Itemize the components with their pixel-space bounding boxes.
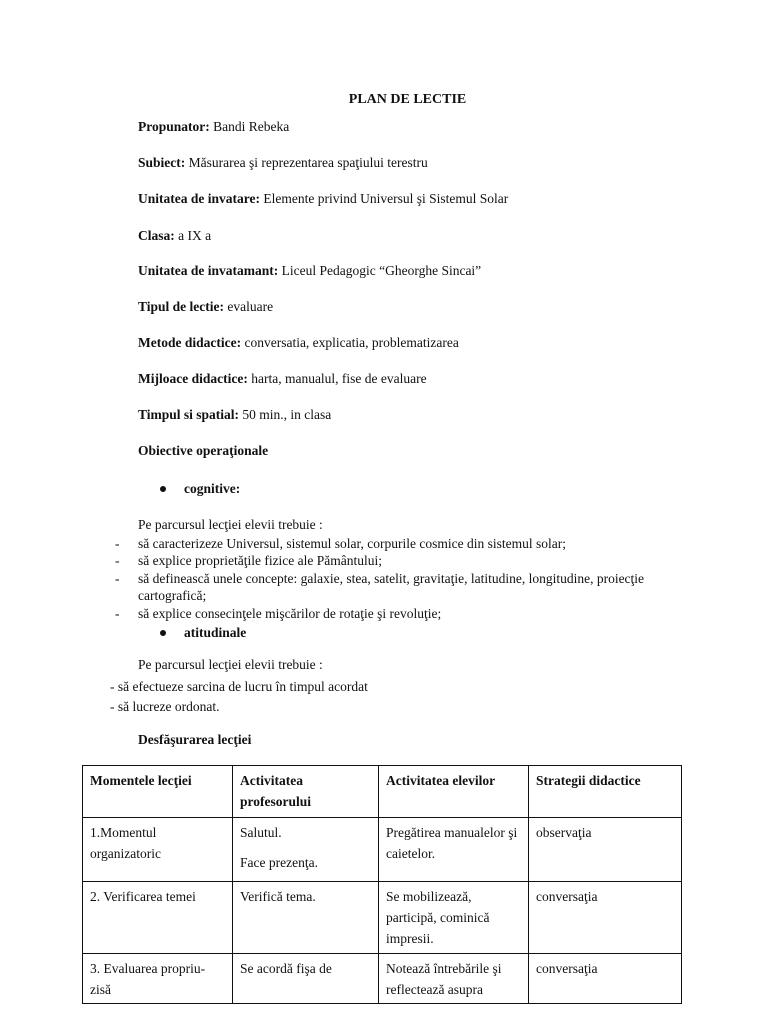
cognitive-bullet — [160, 481, 240, 497]
cell-strategy: conversaţia — [529, 882, 682, 954]
field-tipul-de-lectie — [138, 299, 273, 315]
field-value: a IX a — [174, 228, 212, 243]
cognitive-item — [115, 570, 655, 604]
bullet-dot-icon — [160, 486, 166, 492]
field-value: harta, manualul, fise de evaluare — [247, 371, 427, 386]
field-label: Unitatea de invatare: — [138, 191, 260, 206]
objectives-heading: Obiective operaţionale — [138, 443, 269, 458]
field-propunator — [138, 119, 289, 135]
attitudinal-item: - să efectueze sarcina de lucru în timpul acordat — [110, 679, 368, 694]
field-metode-didactice — [138, 335, 459, 351]
cell-students: Notează întrebările şi reflectează asupra — [379, 954, 529, 1004]
attitudinal-label: atitudinale — [184, 625, 247, 640]
field-value: 50 min., in clasa — [239, 407, 332, 422]
column-header: Activitatea profesorului — [233, 766, 379, 818]
cognitive-item-text: să explice proprietăţile fizice ale Pământului; — [138, 553, 383, 568]
field-value: Elemente privind Universul şi Sistemul Solar — [259, 191, 509, 206]
dash-marker: - — [115, 606, 120, 621]
field-timpul-si-spatial — [138, 407, 331, 423]
cognitive-item-text: să caracterizeze Universul, sistemul solar, corpurile cosmice din sistemul solar; — [138, 536, 566, 551]
column-header: Momentele lecţiei — [83, 766, 233, 818]
dash-marker: - — [115, 571, 120, 586]
cell-teacher — [233, 882, 379, 954]
cell-strategy: observaţia — [529, 818, 682, 882]
cognitive-item-text: să explice consecinţele mişcărilor de rotaţie şi revoluţie; — [138, 606, 442, 621]
cell-teacher-line: Verifică tema. — [240, 889, 316, 904]
bullet-dot-icon — [160, 630, 166, 636]
cell-teacher — [233, 954, 379, 1004]
table-row — [83, 882, 682, 954]
field-value: Bandi Rebeka — [209, 119, 290, 134]
cell-moment: 2. Verificarea temei — [83, 882, 233, 954]
cognitive-label: cognitive: — [184, 481, 241, 496]
document-title: PLAN DE LECTIE — [348, 92, 467, 107]
cell-teacher — [233, 818, 379, 882]
cell-students: Se mobilizează, participă, cominică impresii. — [379, 882, 529, 954]
cell-teacher-line: Salutul. — [240, 825, 282, 840]
field-unitatea-de-invatare — [138, 191, 508, 207]
field-unitatea-de-invatamant — [138, 263, 481, 279]
lesson-table — [82, 765, 682, 1004]
field-label: Mijloace didactice: — [138, 371, 248, 386]
lesson-heading: Desfăşurarea lecţiei — [138, 732, 252, 747]
cognitive-item — [115, 605, 655, 622]
field-label: Metode didactice: — [138, 335, 242, 350]
cell-moment: 3. Evaluarea propriu-zisă — [83, 954, 233, 1004]
cognitive-item — [115, 535, 655, 552]
field-label: Subiect: — [138, 155, 186, 170]
field-mijloace-didactice — [138, 371, 427, 387]
cell-students: Pregătirea manualelor şi caietelor. — [379, 818, 529, 882]
field-label: Propunator: — [138, 119, 210, 134]
field-value: Măsurarea şi reprezentarea spaţiului terestru — [185, 155, 428, 170]
field-label: Unitatea de invatamant: — [138, 263, 279, 278]
field-clasa — [138, 228, 211, 244]
field-subiect — [138, 155, 428, 171]
attitudinal-bullet — [160, 625, 246, 641]
dash-marker: - — [115, 536, 120, 551]
cell-strategy: conversaţia — [529, 954, 682, 1004]
attitudinal-intro: Pe parcursul lecţiei elevii trebuie : — [138, 657, 323, 672]
table-row — [83, 818, 682, 882]
cognitive-intro: Pe parcursul lecţiei elevii trebuie : — [138, 517, 323, 532]
column-header: Activitatea elevilor — [379, 766, 529, 818]
field-label: Tipul de lectie: — [138, 299, 224, 314]
table-row — [83, 954, 682, 1004]
table-header-row — [83, 766, 682, 818]
cell-moment: 1.Momentul organizatoric — [83, 818, 233, 882]
field-label: Clasa: — [138, 228, 175, 243]
column-header: Strategii didactice — [529, 766, 682, 818]
cognitive-item — [115, 552, 655, 569]
attitudinal-item: - să lucreze ordonat. — [110, 699, 220, 714]
dash-marker: - — [115, 553, 120, 568]
field-label: Timpul si spatial: — [138, 407, 240, 422]
cell-teacher-line: Face prezenţa. — [240, 855, 318, 870]
field-value: conversatia, explicatia, problematizarea — [241, 335, 459, 350]
field-value: evaluare — [224, 299, 274, 314]
cell-teacher-line: Se acordă fişa de — [240, 961, 332, 976]
cognitive-item-text: să definească unele concepte: galaxie, stea, satelit, gravitaţie, latitudine, longitudine, proiecţie cartografică; — [138, 571, 645, 603]
field-value: Liceul Pedagogic “Gheorghe Sincai” — [278, 263, 482, 278]
